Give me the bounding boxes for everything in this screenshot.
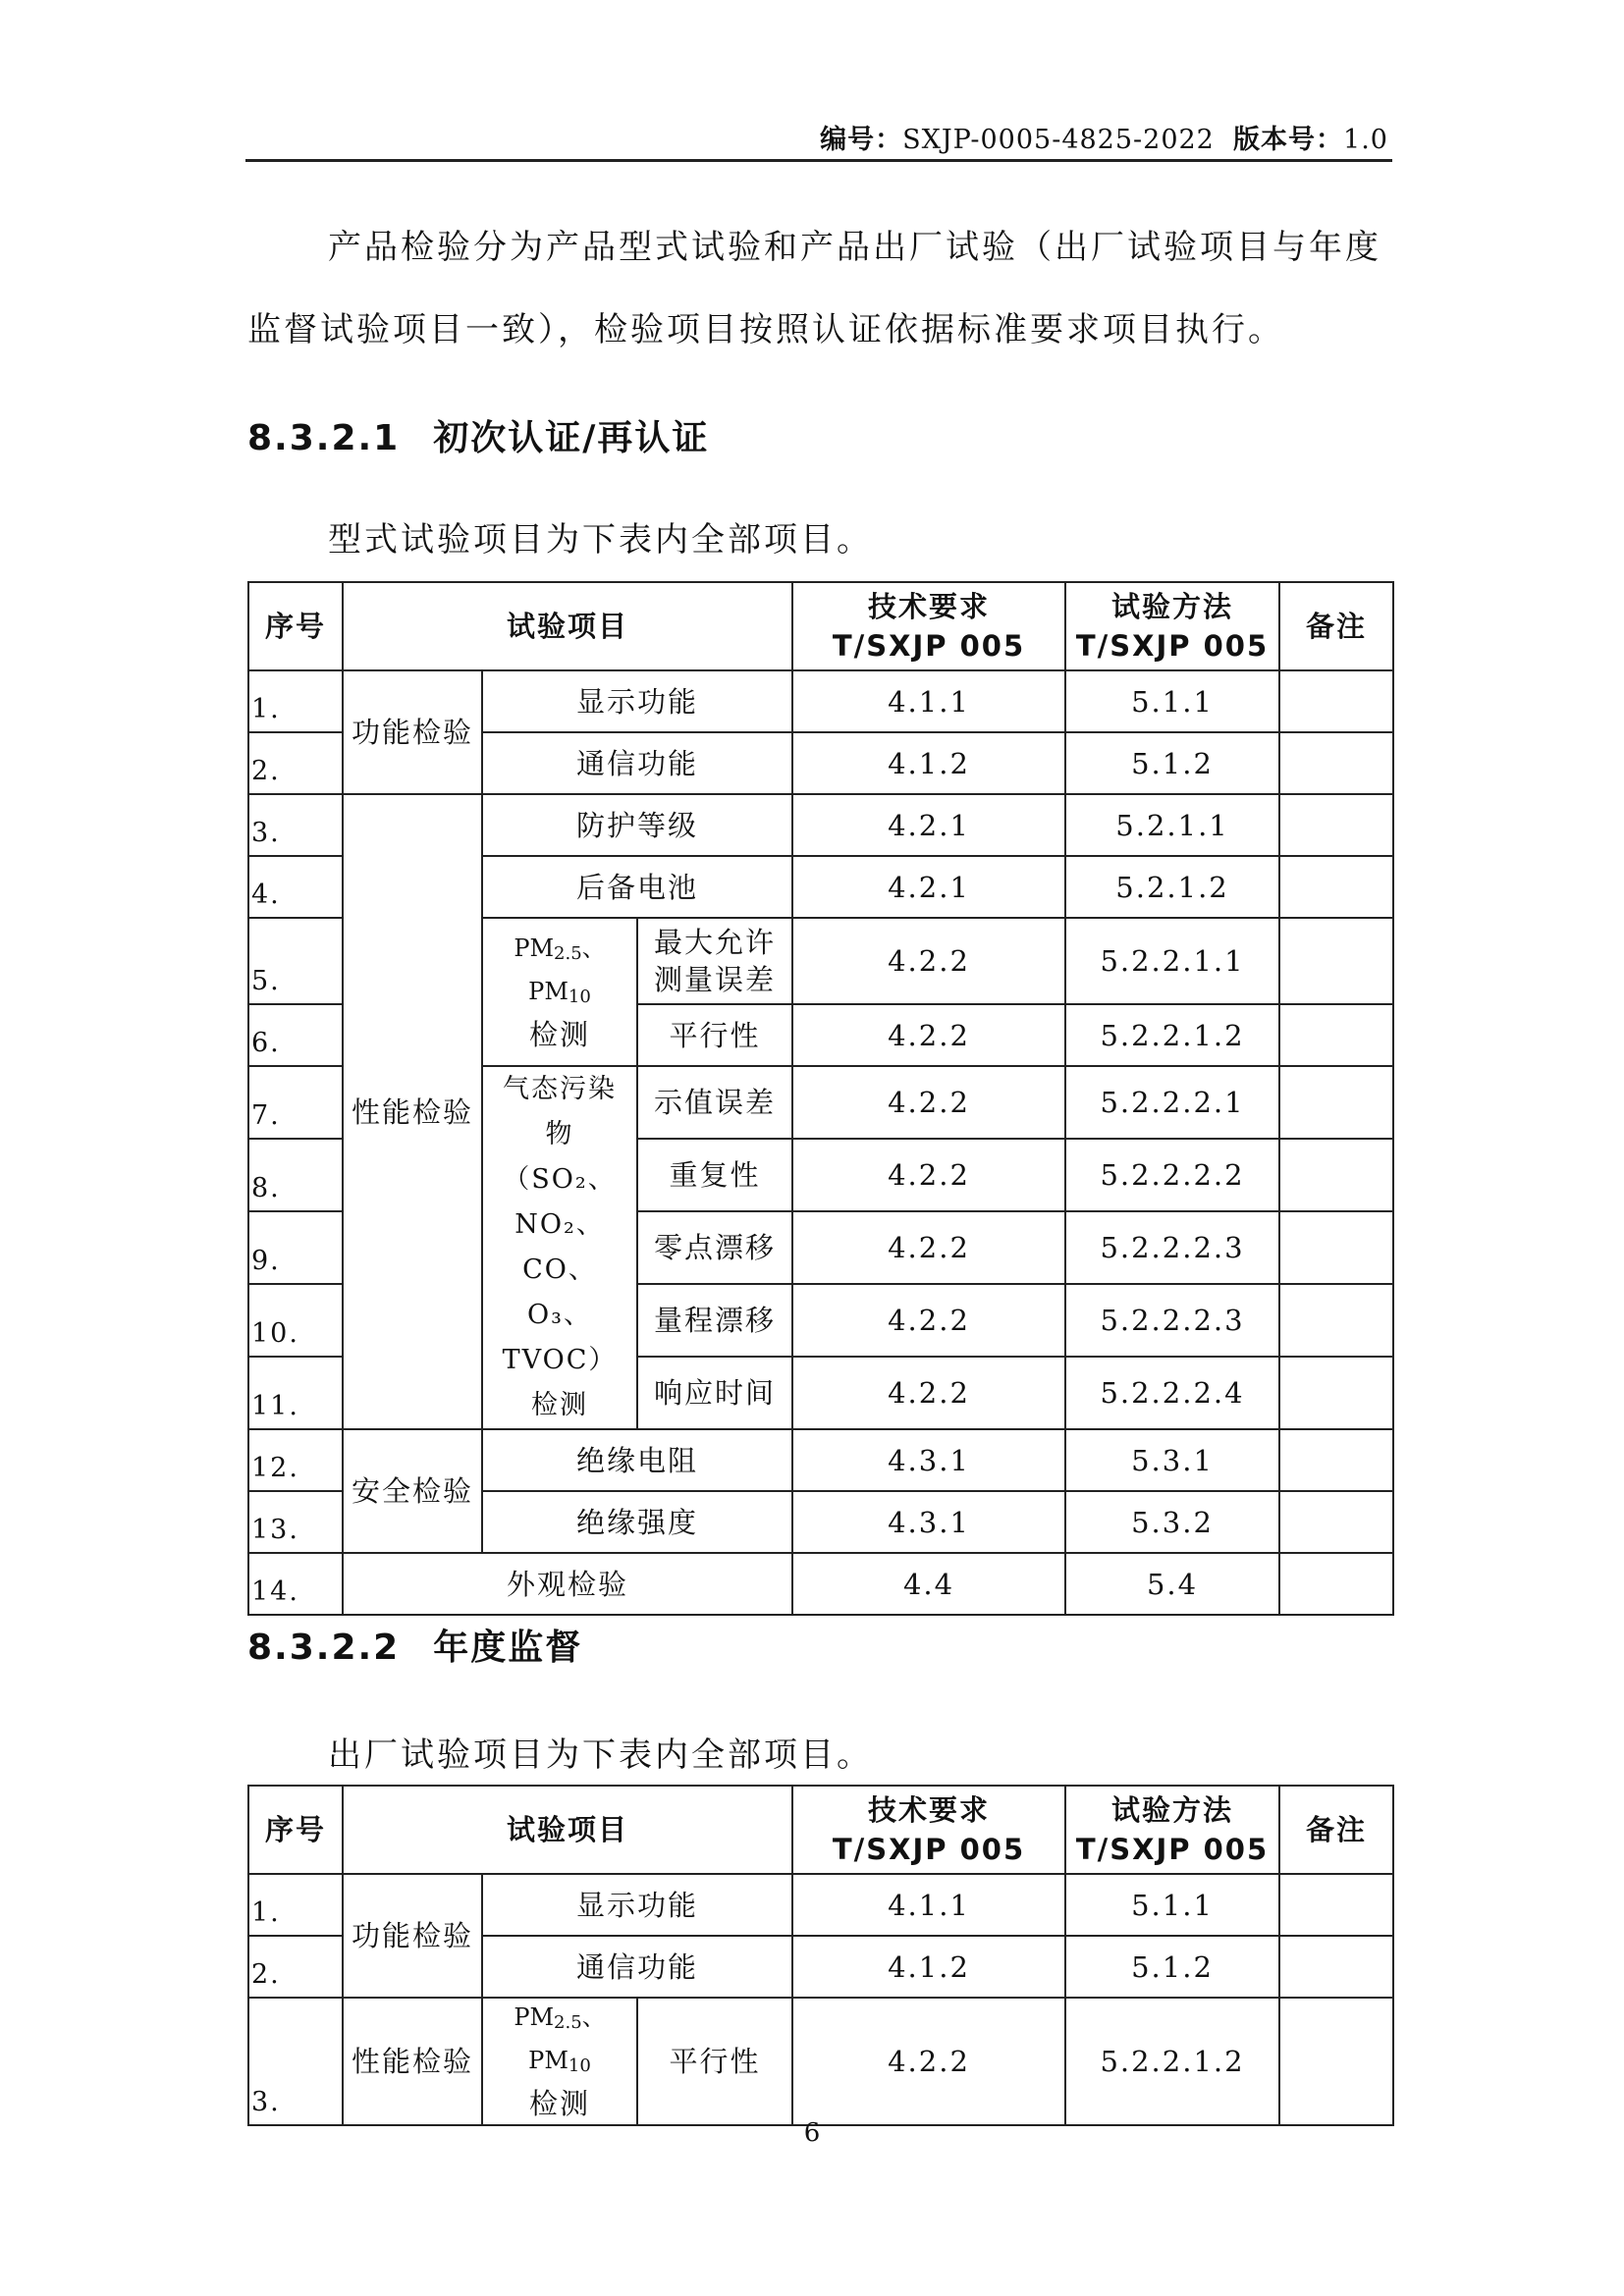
group-performance: 性能检验 [343,794,482,1429]
page-number: 6 [803,2118,821,2148]
row-seq: 9. [248,1211,343,1284]
row-method: 5.2.1.2 [1065,856,1279,918]
row-remark [1279,1066,1393,1139]
row-method: 5.2.2.1.2 [1065,1004,1279,1066]
header-item: 试验项目 [343,1786,792,1874]
subgroup-gas-detect: 气态污染物（SO₂、NO₂、CO、O₃、TVOC）检测 [482,1066,637,1429]
row-remark [1279,1429,1393,1491]
row-seq: 2. [248,732,343,794]
header-remark: 备注 [1279,582,1393,670]
table1-intro: 型式试验项目为下表内全部项目。 [328,520,873,560]
table-row [248,1998,1393,2125]
code-value: SXJP-0005-4825-2022 [902,125,1215,155]
row-seq: 8. [248,1139,343,1211]
table-row [248,1553,1393,1615]
table-row [248,670,1393,732]
header-method: 试验方法 T/SXJP 005 [1065,1786,1279,1874]
row-remark [1279,732,1393,794]
row-remark [1279,1936,1393,1998]
row-req: 4.2.1 [792,794,1065,856]
table-header-row [248,1786,1393,1874]
row-remark [1279,1211,1393,1284]
code-label: 编号： [820,125,903,155]
row-remark [1279,1004,1393,1066]
row-method: 5.4 [1065,1553,1279,1615]
row-remark [1279,1553,1393,1615]
row-req: 4.1.2 [792,1936,1065,1998]
row-seq: 5. [248,918,343,1004]
row-remark [1279,856,1393,918]
section-heading-annual [247,1620,582,1670]
row-req: 4.2.2 [792,1284,1065,1357]
row-item: 绝缘电阻 [482,1429,792,1491]
group-performance: 性能检验 [343,1998,482,2125]
row-item: 外观检验 [343,1553,792,1615]
header-remark: 备注 [1279,1786,1393,1874]
factory-test-table [247,1785,1394,2126]
row-method: 5.3.2 [1065,1491,1279,1553]
row-req: 4.1.1 [792,670,1065,732]
row-req: 4.1.1 [792,1874,1065,1936]
row-seq: 13. [248,1491,343,1553]
page-header [245,116,1392,162]
row-req: 4.3.1 [792,1429,1065,1491]
row-method: 5.3.1 [1065,1429,1279,1491]
row-item: 量程漂移 [637,1284,792,1357]
intro-paragraph: 产品检验分为产品型式试验和产品出厂试验（出厂试验项目与年度监督试验项目一致），检验项目按照认证依据标准要求项目执行。 [247,228,1381,349]
section-number: 8.3.2.2 [247,1628,401,1668]
row-method: 5.1.2 [1065,1936,1279,1998]
row-item: 平行性 [637,1004,792,1066]
row-item: 示值误差 [637,1066,792,1139]
group-safety: 安全检验 [343,1429,482,1553]
row-seq: 1. [248,1874,343,1936]
row-req: 4.2.2 [792,1004,1065,1066]
row-method: 5.2.2.2.1 [1065,1066,1279,1139]
subgroup-pm-detect: PM2.5、PM10 检测 [482,918,637,1066]
row-seq: 10. [248,1284,343,1357]
row-item: 最大允许测量误差 [637,918,792,1004]
row-remark [1279,1491,1393,1553]
row-seq: 6. [248,1004,343,1066]
row-remark [1279,794,1393,856]
row-item: 显示功能 [482,1874,792,1936]
version-value: 1.0 [1343,125,1388,155]
row-req: 4.2.1 [792,856,1065,918]
row-seq: 2. [248,1936,343,1998]
header-item: 试验项目 [343,582,792,670]
row-req: 4.2.2 [792,1998,1065,2125]
row-remark [1279,1357,1393,1429]
row-req: 4.1.2 [792,732,1065,794]
row-req: 4.4 [792,1553,1065,1615]
row-req: 4.2.2 [792,918,1065,1004]
version-label: 版本号： [1233,125,1344,155]
row-req: 4.3.1 [792,1491,1065,1553]
row-seq: 14. [248,1553,343,1615]
row-method: 5.1.1 [1065,1874,1279,1936]
row-req: 4.2.2 [792,1139,1065,1211]
row-method: 5.1.1 [1065,670,1279,732]
table-row [248,1874,1393,1936]
row-seq: 7. [248,1066,343,1139]
row-method: 5.2.2.1.2 [1065,1998,1279,2125]
header-seq: 序号 [248,1786,343,1874]
document-code [820,118,1388,156]
row-remark [1279,1998,1393,2125]
row-remark [1279,1874,1393,1936]
table-header-row [248,582,1393,670]
header-tech-req: 技术要求 T/SXJP 005 [792,582,1065,670]
row-item: 绝缘强度 [482,1491,792,1553]
row-method: 5.2.2.2.3 [1065,1284,1279,1357]
row-method: 5.2.1.1 [1065,794,1279,856]
row-remark [1279,1139,1393,1211]
row-seq: 1. [248,670,343,732]
header-seq: 序号 [248,582,343,670]
section-number: 8.3.2.1 [247,418,401,458]
header-method: 试验方法 T/SXJP 005 [1065,582,1279,670]
row-remark [1279,670,1393,732]
row-seq: 12. [248,1429,343,1491]
section-heading-initial [247,410,709,460]
table-row [248,794,1393,856]
row-method: 5.2.2.2.2 [1065,1139,1279,1211]
subgroup-pm-detect: PM2.5、PM10 检测 [482,1998,637,2125]
row-item: 后备电池 [482,856,792,918]
type-test-table [247,581,1394,1616]
row-item: 防护等级 [482,794,792,856]
row-item: 通信功能 [482,732,792,794]
row-seq: 11. [248,1357,343,1429]
row-method: 5.2.2.2.3 [1065,1211,1279,1284]
row-item: 平行性 [637,1998,792,2125]
row-req: 4.2.2 [792,1211,1065,1284]
row-remark [1279,1284,1393,1357]
row-item: 通信功能 [482,1936,792,1998]
table2-intro: 出厂试验项目为下表内全部项目。 [328,1735,873,1775]
section-title: 年度监督 [433,1628,583,1668]
section-title: 初次认证/再认证 [433,418,710,458]
row-seq: 3. [248,794,343,856]
row-method: 5.1.2 [1065,732,1279,794]
row-req: 4.2.2 [792,1066,1065,1139]
row-remark [1279,918,1393,1004]
group-function: 功能检验 [343,670,482,794]
row-req: 4.2.2 [792,1357,1065,1429]
header-tech-req: 技术要求 T/SXJP 005 [792,1786,1065,1874]
row-item: 响应时间 [637,1357,792,1429]
table-row [248,1429,1393,1491]
row-item: 零点漂移 [637,1211,792,1284]
row-method: 5.2.2.1.1 [1065,918,1279,1004]
row-seq: 3. [248,1998,343,2125]
row-method: 5.2.2.2.4 [1065,1357,1279,1429]
row-item: 重复性 [637,1139,792,1211]
row-seq: 4. [248,856,343,918]
group-function: 功能检验 [343,1874,482,1998]
row-item: 显示功能 [482,670,792,732]
